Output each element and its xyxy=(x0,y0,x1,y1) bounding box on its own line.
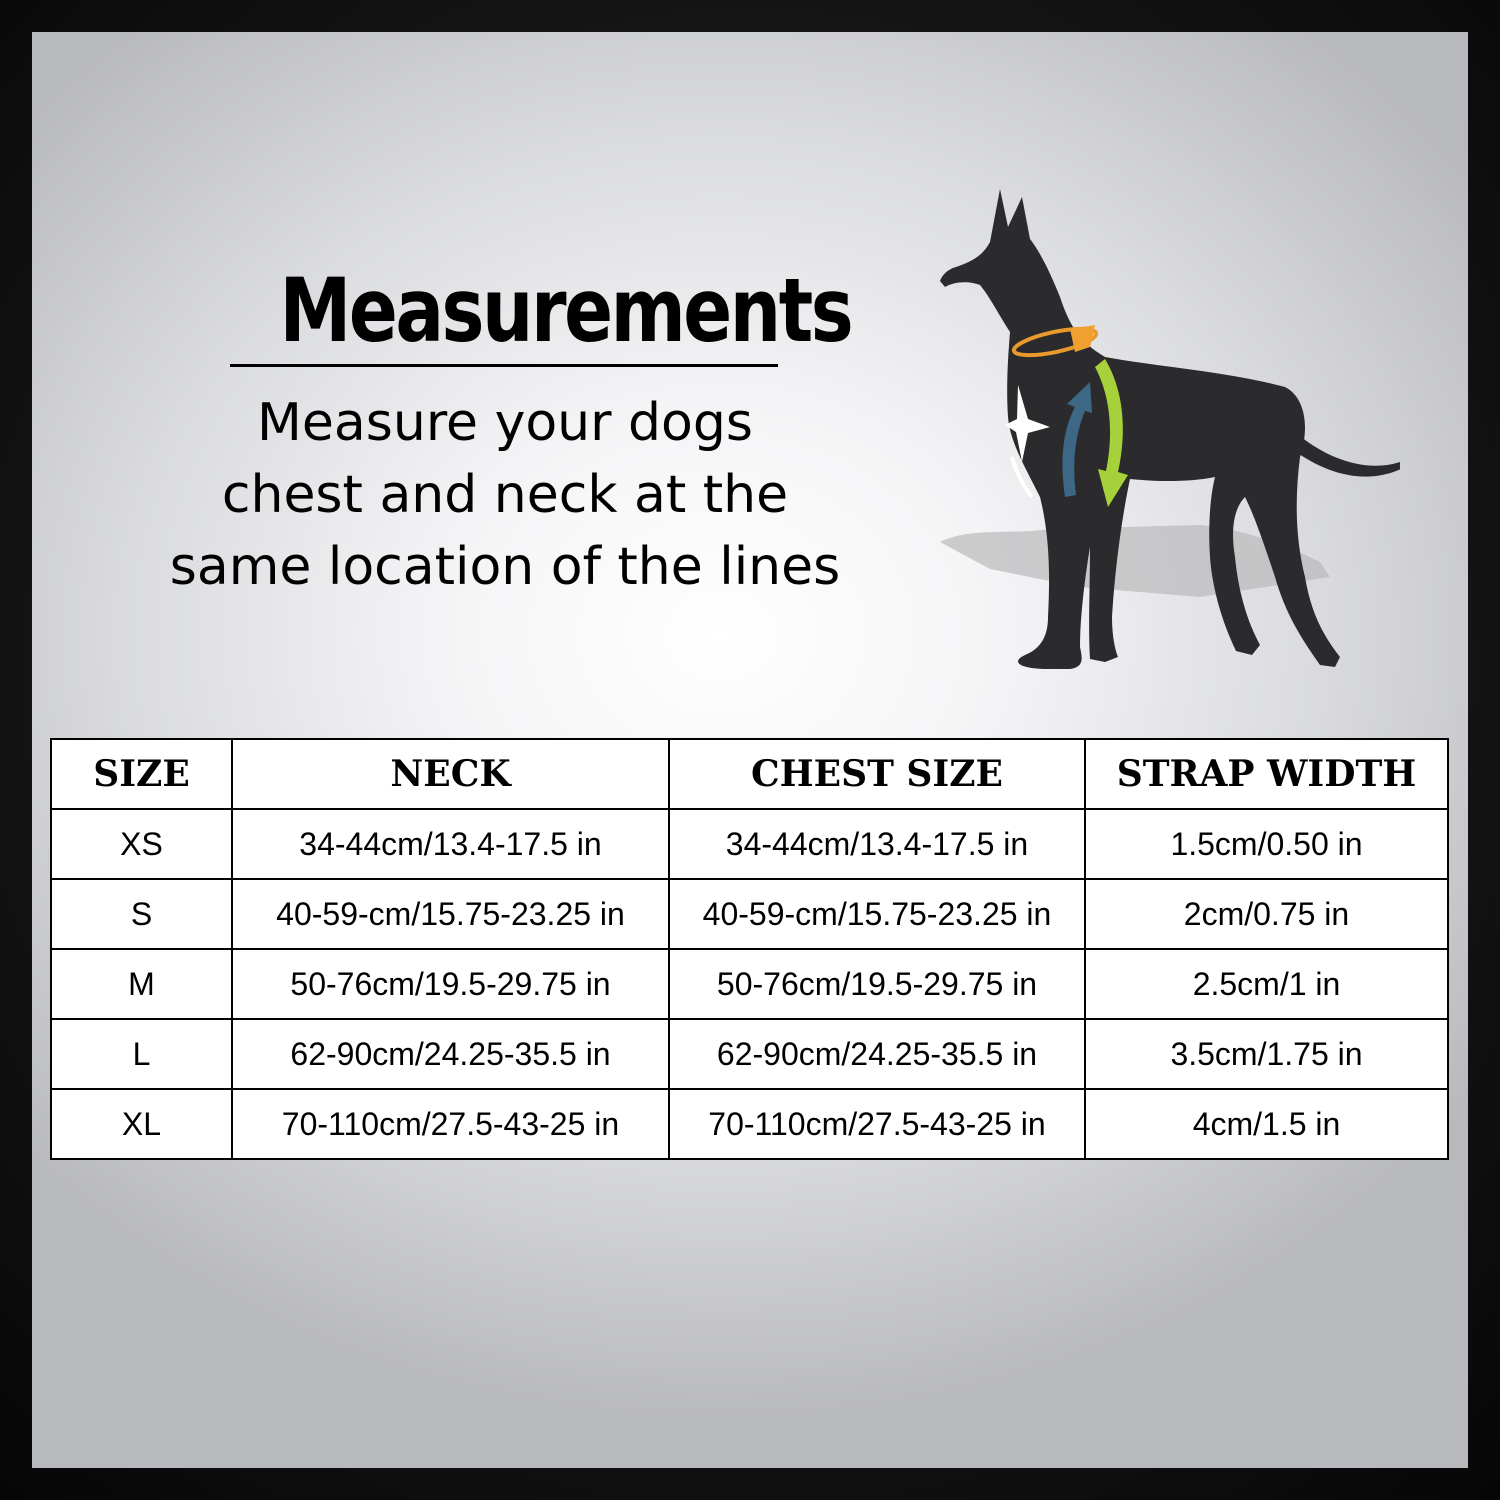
header-neck: NECK xyxy=(232,739,669,809)
table-row xyxy=(51,949,1448,1019)
cell-chest: 40-59-cm/15.75-23.25 in xyxy=(669,879,1085,949)
cell-neck: 70-110cm/27.5-43-25 in xyxy=(232,1089,669,1159)
cell-neck: 34-44cm/13.4-17.5 in xyxy=(232,809,669,879)
table-header-row xyxy=(51,739,1448,809)
cell-size: XL xyxy=(51,1089,232,1159)
instruction-line: chest and neck at the xyxy=(221,465,789,525)
cell-chest: 50-76cm/19.5-29.75 in xyxy=(669,949,1085,1019)
cell-size: M xyxy=(51,949,232,1019)
cell-strap: 1.5cm/0.50 in xyxy=(1085,809,1448,879)
header-chest-size: CHEST SIZE xyxy=(669,739,1085,809)
cell-chest: 70-110cm/27.5-43-25 in xyxy=(669,1089,1085,1159)
cell-strap: 4cm/1.5 in xyxy=(1085,1089,1448,1159)
table-row xyxy=(51,1019,1448,1089)
table-row xyxy=(51,879,1448,949)
cell-neck: 40-59-cm/15.75-23.25 in xyxy=(232,879,669,949)
cell-size: L xyxy=(51,1019,232,1089)
instructions xyxy=(100,387,910,603)
header-strap-width: STRAP WIDTH xyxy=(1085,739,1448,809)
dog-measurement-icon xyxy=(900,157,1400,697)
cell-neck: 62-90cm/24.25-35.5 in xyxy=(232,1019,669,1089)
title-underline xyxy=(230,364,778,367)
cell-strap: 3.5cm/1.75 in xyxy=(1085,1019,1448,1089)
header-size: SIZE xyxy=(51,739,232,809)
content-panel xyxy=(32,32,1468,1468)
table-row xyxy=(51,1089,1448,1159)
size-chart-table xyxy=(50,738,1449,1160)
cell-chest: 34-44cm/13.4-17.5 in xyxy=(669,809,1085,879)
cell-strap: 2cm/0.75 in xyxy=(1085,879,1448,949)
cell-size: S xyxy=(51,879,232,949)
cell-size: XS xyxy=(51,809,232,879)
instruction-line: same location of the lines xyxy=(169,537,841,597)
table-row xyxy=(51,809,1448,879)
dog-body xyxy=(940,189,1340,669)
cell-strap: 2.5cm/1 in xyxy=(1085,949,1448,1019)
cell-neck: 50-76cm/19.5-29.75 in xyxy=(232,949,669,1019)
dog-tail xyxy=(1292,432,1400,477)
instruction-line: Measure your dogs xyxy=(257,393,753,453)
cell-chest: 62-90cm/24.25-35.5 in xyxy=(669,1019,1085,1089)
page-title: Measurements xyxy=(279,259,852,362)
